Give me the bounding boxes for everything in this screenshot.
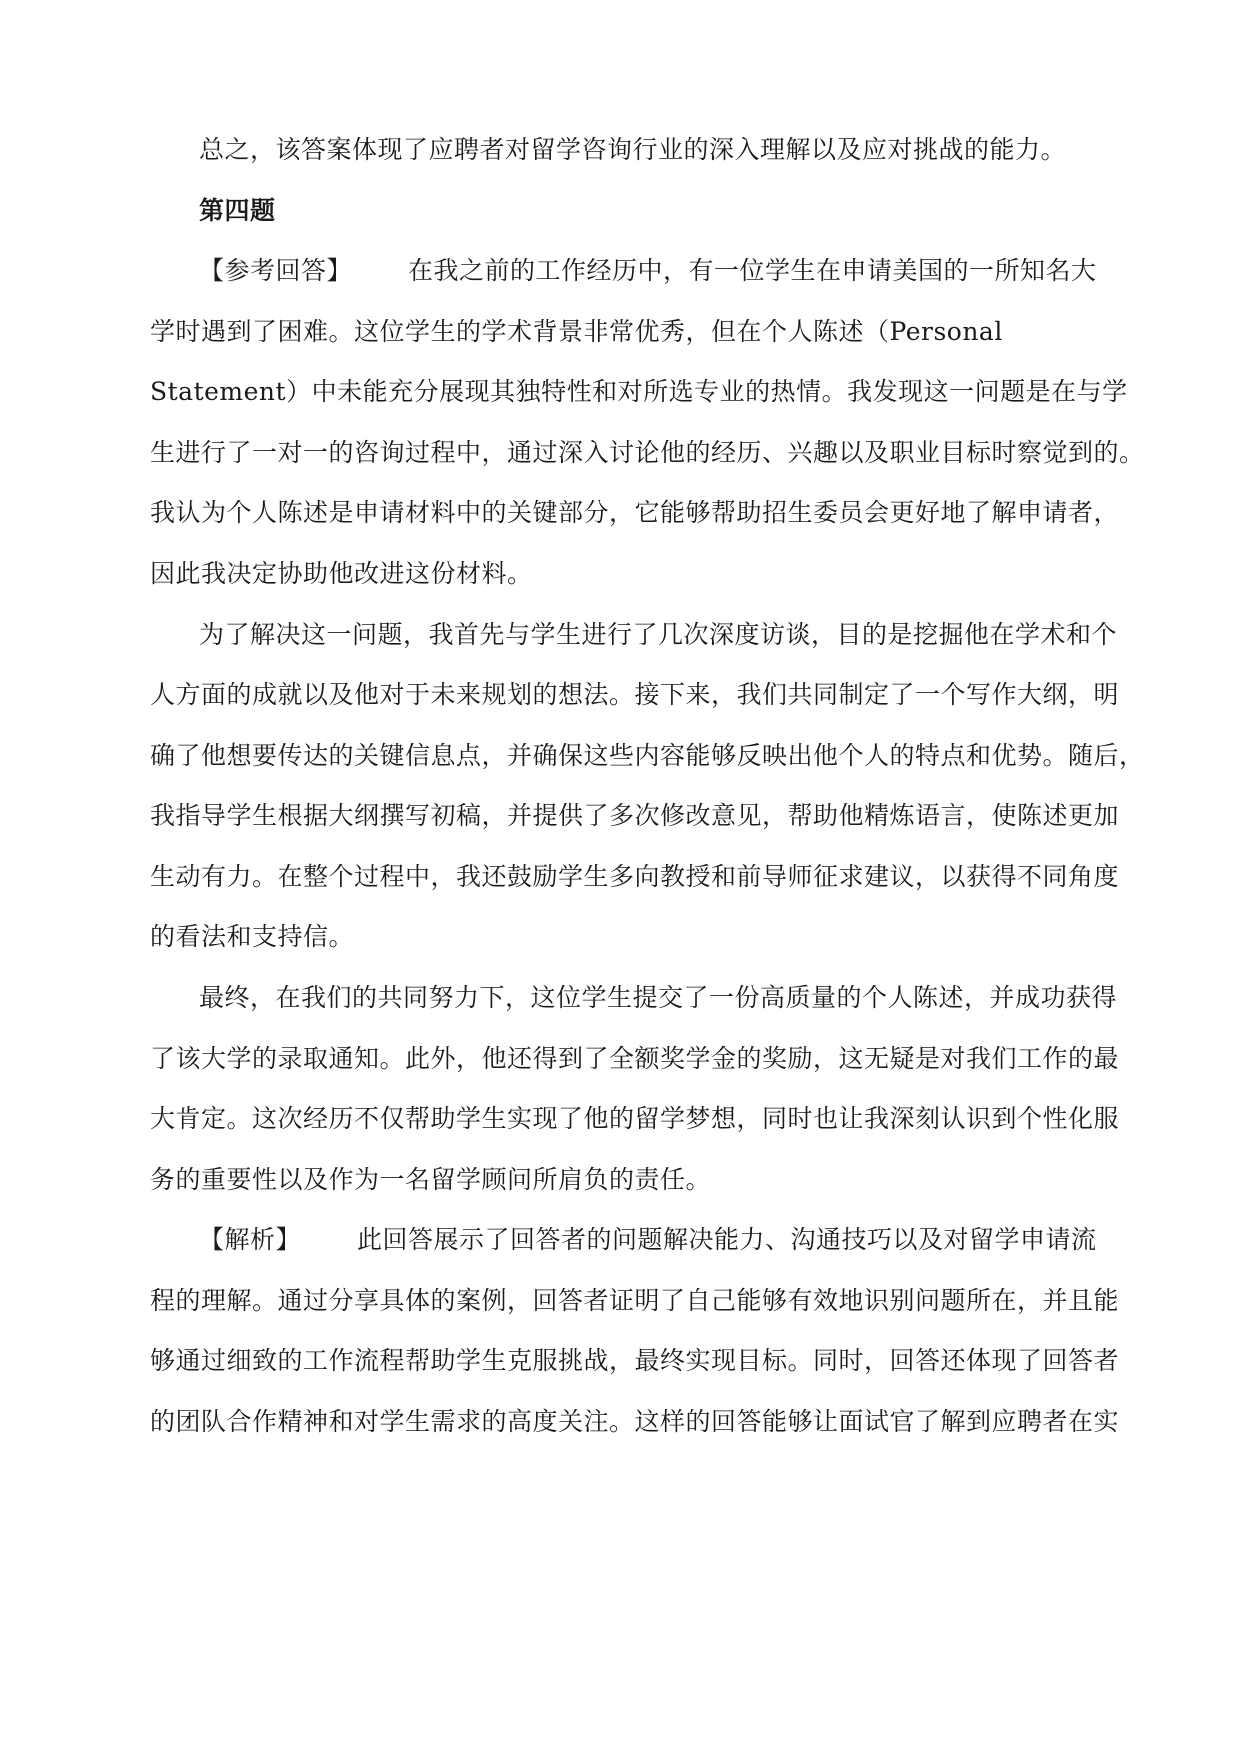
paragraph-2-line-3: 确了他想要传达的关键信息点，并确保这些内容能够反映出他个人的特点和优势。随后， (150, 741, 1145, 770)
paragraph-3-line-3: 大肯定。这次经历不仅帮助学生实现了他的留学梦想，同时也让我深刻认识到个性化服 (150, 1104, 1120, 1133)
analysis-line-3: 够通过细致的工作流程帮助学生克服挑战，最终实现目标。同时，回答还体现了回答者 (150, 1346, 1120, 1375)
paragraph-2-line-6: 的看法和支持信。 (150, 922, 355, 951)
paragraph-3-line-4: 务的重要性以及作为一名留学顾问所肩负的责任。 (150, 1165, 712, 1194)
question-4-heading: 第四题 (199, 196, 276, 225)
analysis-line-4: 的团队合作精神和对学生需求的高度关注。这样的回答能够让面试官了解到应聘者在实 (150, 1407, 1120, 1436)
reference-answer-line-6: 因此我决定协助他改进这份材料。 (150, 559, 533, 588)
reference-answer-tag: 【参考回答】 (199, 256, 353, 285)
summary-paragraph: 总之，该答案体现了应聘者对留学咨询行业的深入理解以及应对挑战的能力。 (199, 135, 1067, 164)
analysis-line-2: 程的理解。通过分享具体的案例，回答者证明了自己能够有效地识别问题所在，并且能 (150, 1286, 1120, 1315)
paragraph-3-line-1: 最终，在我们的共同努力下，这位学生提交了一份高质量的个人陈述，并成功获得 (199, 983, 1118, 1012)
reference-answer-line-3: Statement）中未能充分展现其独特性和对所选专业的热情。我发现这一问题是在与学 (150, 377, 1128, 406)
reference-answer-line-4: 生进行了一对一的咨询过程中，通过深入讨论他的经历、兴趣以及职业目标时察觉到的。 (150, 438, 1145, 467)
paragraph-2-line-5: 生动有力。在整个过程中，我还鼓励学生多向教授和前导师征求建议，以获得不同角度 (150, 862, 1120, 891)
reference-answer-line-5: 我认为个人陈述是申请材料中的关键部分，它能够帮助招生委员会更好地了解申请者， (150, 498, 1120, 527)
reference-answer-text-1: 在我之前的工作经历中，有一位学生在申请美国的一所知名大 (408, 256, 1097, 285)
reference-answer-line-1 (199, 253, 1149, 289)
reference-answer-line-2: 学时遇到了困难。这位学生的学术背景非常优秀，但在个人陈述（Personal (150, 317, 1003, 346)
analysis-tag: 【解析】 (199, 1225, 302, 1254)
analysis-line-1 (199, 1222, 1149, 1258)
paragraph-2-line-1: 为了解决这一问题，我首先与学生进行了几次深度访谈，目的是挖掘他在学术和个 (199, 620, 1118, 649)
paragraph-3-line-2: 了该大学的录取通知。此外，他还得到了全额奖学金的奖励，这无疑是对我们工作的最 (150, 1044, 1120, 1073)
analysis-text-1: 此回答展示了回答者的问题解决能力、沟通技巧以及对留学申请流 (357, 1225, 1097, 1254)
paragraph-2-line-4: 我指导学生根据大纲撰写初稿，并提供了多次修改意见，帮助他精炼语言，使陈述更加 (150, 801, 1120, 830)
paragraph-2-line-2: 人方面的成就以及他对于未来规划的想法。接下来，我们共同制定了一个写作大纲，明 (150, 680, 1120, 709)
